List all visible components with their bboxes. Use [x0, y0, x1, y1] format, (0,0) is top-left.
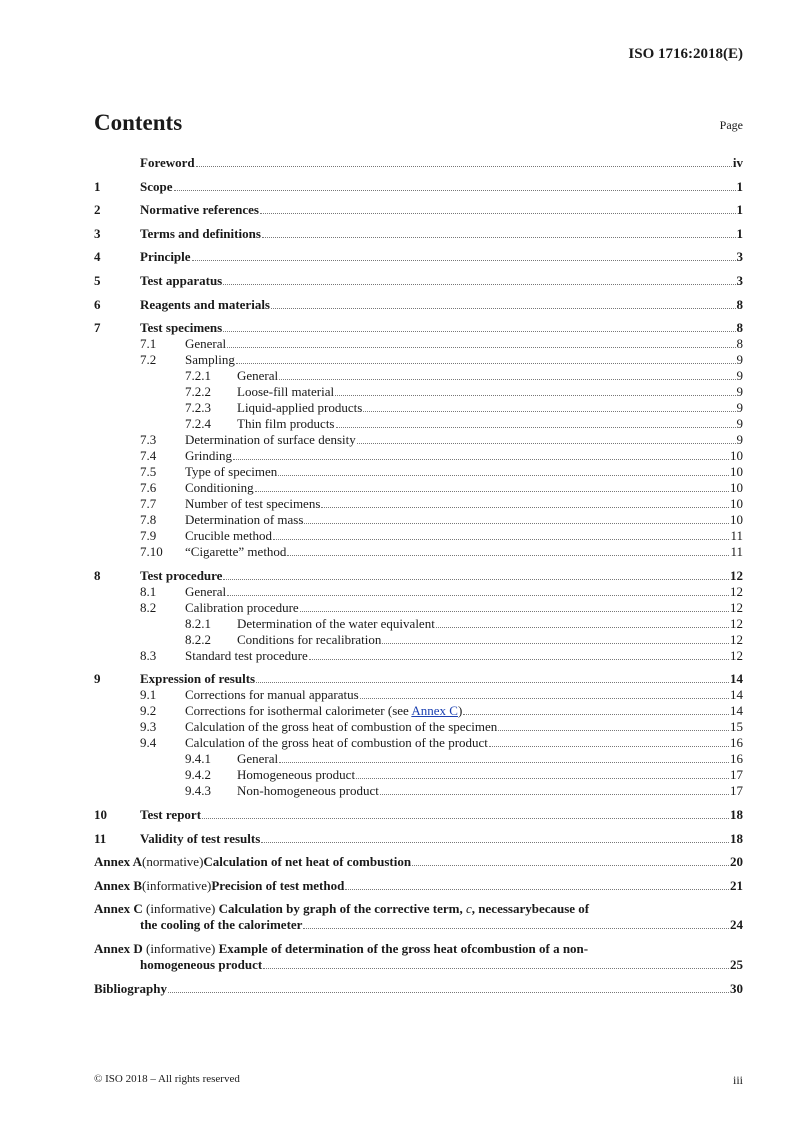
section-title-text: Grinding [185, 448, 232, 464]
toc-entry[interactable] [94, 671, 743, 687]
dot-leader [263, 968, 729, 969]
section-title [237, 767, 355, 783]
dot-leader [287, 555, 729, 556]
dot-leader [304, 523, 729, 524]
section-title [185, 648, 308, 664]
section-number: 7.2.3 [185, 400, 211, 416]
dot-leader [168, 992, 729, 993]
annex-line [94, 854, 743, 870]
annex-type: (informative) [146, 901, 216, 917]
section-title [237, 384, 334, 400]
dot-leader [227, 595, 729, 596]
section-title [140, 273, 222, 289]
section-number: 7.1 [140, 336, 157, 352]
toc-entry[interactable] [94, 616, 743, 632]
section-title [140, 807, 201, 823]
dot-leader [223, 579, 729, 580]
toc-entry[interactable] [94, 416, 743, 432]
page-ref: 15 [730, 719, 743, 735]
section-number: 7.2.1 [185, 368, 211, 384]
section-title [237, 751, 278, 767]
toc-entry[interactable] [94, 155, 743, 171]
section-title [237, 632, 381, 648]
toc-entry[interactable] [94, 336, 743, 352]
toc-entry[interactable] [94, 400, 743, 416]
section-title [185, 528, 272, 544]
toc-entry[interactable] [94, 368, 743, 384]
toc-entry[interactable] [94, 320, 743, 336]
annex-label: Annex B [94, 877, 143, 893]
page-ref: 14 [730, 687, 743, 703]
section-title-text: Reagents and materials [140, 296, 270, 312]
toc-entry[interactable] [94, 568, 743, 584]
section-title [185, 448, 232, 464]
section-number: 7.2.2 [185, 384, 211, 400]
page-ref: 10 [730, 496, 743, 512]
toc-entry[interactable] [94, 179, 743, 195]
dot-leader [345, 889, 729, 890]
annex-title: Calculation by graph of the corrective term, [218, 901, 467, 917]
section-title [237, 400, 362, 416]
section-title-text: Validity of test results [140, 830, 261, 846]
section-title [140, 249, 191, 265]
page-ref: 25 [730, 956, 743, 972]
section-number: 9.4 [140, 735, 157, 751]
section-number: 7 [94, 320, 101, 336]
section-title [140, 202, 259, 218]
section-number: 8.2.2 [185, 631, 211, 647]
page-ref: 30 [730, 980, 743, 996]
copyright: © ISO 2018 – All rights reserved [94, 1073, 240, 1085]
dot-leader [380, 794, 729, 795]
page-ref: 9 [736, 416, 743, 432]
dot-leader [463, 714, 729, 715]
section-title-text: Corrections for manual apparatus [185, 687, 359, 703]
annex-label: Annex C [94, 901, 143, 917]
dot-leader [321, 507, 729, 508]
annex-label: Annex A [94, 854, 143, 870]
section-title-text: Homogeneous product [237, 767, 356, 783]
toc-entry[interactable] [94, 703, 743, 719]
dot-leader [255, 491, 729, 492]
dot-leader [303, 928, 729, 929]
section-number: 2 [94, 202, 101, 218]
toc-entry[interactable] [94, 600, 743, 616]
section-title-text: Test report [140, 806, 202, 822]
section-title [140, 671, 255, 687]
section-number: 7.2.4 [185, 416, 211, 432]
annex-entry[interactable] [94, 941, 743, 973]
section-title [185, 703, 462, 719]
section-number: 7.10 [140, 544, 163, 560]
section-title-text: Principle [140, 249, 191, 265]
toc-entry[interactable] [94, 480, 743, 496]
section-title-text: Test specimens [140, 320, 223, 336]
section-number: 7.3 [140, 432, 157, 448]
section-title-text: Test apparatus [140, 272, 223, 288]
section-title [185, 687, 359, 703]
section-title-text: Calibration procedure [185, 599, 299, 615]
page-ref: 17 [730, 767, 743, 783]
dot-leader [233, 459, 729, 460]
section-title-text: Non-homogeneous product [237, 783, 379, 799]
dot-leader [309, 659, 729, 660]
dot-leader [256, 682, 729, 683]
dot-leader [382, 643, 729, 644]
section-title [140, 155, 195, 171]
section-title-text: Thin film products [237, 416, 335, 432]
toc-entry[interactable] [94, 297, 743, 313]
dot-leader [279, 379, 735, 380]
page-ref: 24 [730, 917, 743, 933]
toc-entry[interactable] [94, 384, 743, 400]
toc-entry[interactable] [94, 464, 743, 480]
toc-entry[interactable] [94, 783, 743, 799]
section-title-text: Conditions for recalibration [237, 631, 382, 647]
page-ref: 10 [730, 480, 743, 496]
section-title [237, 416, 335, 432]
page-ref: 3 [736, 272, 743, 288]
page-ref: 3 [736, 249, 743, 265]
section-number: 7.7 [140, 496, 157, 512]
dot-leader [357, 443, 736, 444]
dot-leader [363, 411, 735, 412]
section-number: 7.6 [140, 480, 157, 496]
annex-type: (informative) [146, 940, 216, 956]
section-title [185, 544, 286, 560]
page-ref: 20 [730, 854, 743, 870]
section-title-text: Sampling [185, 352, 235, 368]
section-title [185, 480, 254, 496]
section-number: 5 [94, 272, 101, 288]
page-column-label: Page [719, 118, 743, 132]
annex-entry[interactable] [94, 878, 743, 894]
section-number: 7.8 [140, 512, 157, 528]
toc-entry[interactable] [94, 544, 743, 560]
dot-leader [360, 698, 729, 699]
page-ref: 1 [736, 178, 743, 194]
toc-entry[interactable] [94, 528, 743, 544]
document-id: ISO 1716:2018(E) [628, 46, 743, 62]
toc-entry[interactable] [94, 202, 743, 218]
page-ref: 12 [730, 567, 743, 583]
section-number: 3 [94, 225, 101, 241]
annex-line-continued [94, 917, 743, 933]
section-title [140, 179, 173, 195]
annex-line [94, 901, 743, 917]
toc-entry[interactable] [94, 648, 743, 664]
page-ref: 12 [730, 599, 743, 615]
page-number: iii [732, 1073, 743, 1087]
section-number: 7.4 [140, 448, 157, 464]
section-title [237, 368, 278, 384]
section-number: 10 [94, 806, 107, 822]
page-ref: 1 [736, 202, 743, 218]
section-number: 7.2 [140, 352, 157, 368]
page-ref: 17 [730, 783, 743, 799]
page-ref: 1 [736, 225, 743, 241]
section-number: 9.1 [140, 687, 157, 703]
page-ref: 16 [730, 751, 743, 767]
annex-title: Example of determination of the gross heat ofcombustion of a non- [218, 940, 589, 956]
annex-title: Precision of test method [211, 877, 345, 893]
section-title-text: Conditioning [185, 480, 254, 496]
dot-leader [262, 237, 736, 238]
section-title-text: Corrections for isothermal calorimeter (see [185, 703, 412, 719]
section-title [185, 432, 356, 448]
toc-entry[interactable] [94, 719, 743, 735]
page-ref: 12 [730, 615, 743, 631]
dot-leader [261, 842, 729, 843]
page-ref: 8 [736, 296, 743, 312]
section-title-text: General [237, 751, 279, 767]
section-title [237, 616, 435, 632]
section-title-text: Liquid-applied products [237, 400, 363, 416]
dot-leader [336, 427, 736, 428]
annex-entry[interactable] [94, 854, 743, 870]
page-ref: 10 [730, 512, 743, 528]
toc-entry[interactable] [94, 249, 743, 265]
section-number: 4 [94, 249, 101, 265]
section-title-text: Scope [140, 178, 173, 194]
toc-entry[interactable] [94, 273, 743, 289]
page-ref: 9 [736, 432, 743, 448]
section-title-text: Terms and definitions [140, 225, 261, 241]
page-ref: 11 [730, 544, 743, 560]
dot-leader [192, 260, 736, 261]
annex-entry[interactable] [94, 901, 743, 933]
page-ref: 11 [730, 528, 743, 544]
section-title [140, 226, 261, 242]
annex-line [94, 878, 743, 894]
dot-leader [335, 395, 735, 396]
section-title [185, 600, 299, 616]
page-ref: 8 [736, 336, 743, 352]
section-title-text: “Cigarette” method [185, 544, 287, 560]
section-title-text: Standard test procedure [185, 647, 308, 663]
annex-c-link[interactable]: Annex C [411, 703, 458, 719]
section-title-text: General [185, 583, 227, 599]
section-title [237, 783, 379, 799]
dot-leader [223, 284, 735, 285]
section-title [185, 336, 226, 352]
section-number: 9.2 [140, 703, 157, 719]
page-ref: 12 [730, 583, 743, 599]
section-title-text: Loose-fill material [237, 384, 335, 400]
dot-leader [279, 762, 729, 763]
section-title [140, 320, 222, 336]
dot-leader [278, 475, 729, 476]
section-title [185, 719, 497, 735]
section-number: 9.4.1 [185, 751, 211, 767]
annex-line-continued [94, 957, 743, 973]
section-title [185, 584, 226, 600]
page-ref: 10 [730, 448, 743, 464]
section-number: 9.3 [140, 719, 157, 735]
annex-title: homogeneous product [140, 956, 263, 972]
section-title-text: Type of specimen [185, 464, 278, 480]
toc-entry[interactable] [94, 512, 743, 528]
toc-entry[interactable] [94, 767, 743, 783]
toc-entry[interactable] [94, 496, 743, 512]
section-title [185, 464, 277, 480]
toc-entry[interactable] [94, 352, 743, 368]
annex-label: Annex D [94, 940, 143, 956]
dot-leader [236, 363, 736, 364]
annex-line [94, 941, 743, 957]
section-number: 9 [94, 671, 101, 687]
section-title-text: Normative references [140, 202, 259, 218]
section-title [140, 297, 270, 313]
section-title [185, 735, 488, 751]
section-number: 8.1 [140, 583, 157, 599]
section-title-text: Calculation of the gross heat of combustion of the specimen [185, 719, 498, 735]
toc-entry[interactable] [94, 687, 743, 703]
section-title [185, 496, 320, 512]
section-number: 7.5 [140, 464, 157, 480]
page-ref: 8 [736, 320, 743, 336]
section-title-text: Calculation of the gross heat of combustion of the product [185, 735, 488, 751]
section-number: 1 [94, 178, 101, 194]
section-title-text: Determination of mass [185, 512, 304, 528]
section-number: 8.2 [140, 599, 157, 615]
toc-entry[interactable] [94, 632, 743, 648]
toc-entry[interactable] [94, 735, 743, 751]
dot-leader [202, 818, 729, 819]
section-number: 9.4.2 [185, 767, 211, 783]
section-title [140, 831, 260, 847]
dot-leader [273, 539, 729, 540]
section-title [185, 512, 303, 528]
annex-title: , necessarybecause of [471, 901, 590, 917]
section-title-text: Expression of results [140, 671, 256, 687]
section-title-text: Number of test specimens [185, 496, 321, 512]
dot-leader [260, 213, 736, 214]
annex-title: Calculation of net heat of combustion [203, 854, 412, 870]
section-title-text: General [237, 368, 279, 384]
toc-entry[interactable] [94, 584, 743, 600]
page-ref: 18 [730, 830, 743, 846]
page-ref: 10 [730, 464, 743, 480]
dot-leader [227, 347, 735, 348]
section-number: 7.9 [140, 528, 157, 544]
page-ref: 14 [730, 671, 743, 687]
dot-leader [412, 865, 729, 866]
section-title-suffix: ) [457, 703, 463, 719]
section-number: 6 [94, 296, 101, 312]
toc-entry[interactable] [94, 831, 743, 847]
section-number: 11 [94, 830, 107, 846]
page-ref: 14 [730, 703, 743, 719]
toc-entry[interactable] [94, 432, 743, 448]
section-title-text: Test procedure [140, 567, 223, 583]
page-title: Contents [94, 110, 183, 135]
page-ref: 9 [736, 384, 743, 400]
section-title-text: Determination of the water equivalent [237, 615, 435, 631]
section-number: 8.3 [140, 647, 157, 663]
dot-leader [489, 746, 729, 747]
annex-type: (informative) [142, 877, 212, 893]
section-title: Bibliography [94, 980, 167, 996]
page-ref: 18 [730, 806, 743, 822]
section-title-text: Crucible method [185, 528, 273, 544]
section-number: 8 [94, 567, 101, 583]
section-title-text: General [185, 336, 227, 352]
section-title-text: Foreword [140, 155, 195, 170]
toc-entry[interactable] [94, 807, 743, 823]
dot-leader [196, 166, 732, 167]
section-number: 8.2.1 [185, 615, 211, 631]
annex-type: (normative) [142, 854, 204, 870]
section-title-text: Determination of surface density [185, 432, 356, 448]
page-ref: 21 [730, 877, 743, 893]
dot-leader [356, 778, 729, 779]
section-title [140, 568, 222, 584]
toc-entry-bibliography[interactable] [94, 981, 743, 997]
dot-leader [498, 730, 729, 731]
toc-entry[interactable] [94, 751, 743, 767]
annex-title: the cooling of the calorimeter [140, 917, 303, 933]
page-ref: 9 [736, 400, 743, 416]
dot-leader [300, 611, 729, 612]
page-ref: 9 [736, 368, 743, 384]
page-ref: 16 [730, 735, 743, 751]
table-of-contents [94, 155, 743, 997]
dot-leader [223, 331, 735, 332]
section-number: 9.4.3 [185, 783, 211, 799]
page-ref: 9 [736, 352, 743, 368]
dot-leader [174, 190, 736, 191]
annex-title-italic: c [466, 901, 472, 917]
section-title [185, 352, 235, 368]
page-ref: iv [732, 155, 743, 170]
dot-leader [436, 627, 729, 628]
toc-entry[interactable] [94, 226, 743, 242]
page-ref: 12 [730, 647, 743, 663]
toc-entry[interactable] [94, 448, 743, 464]
page-ref: 12 [730, 631, 743, 647]
dot-leader [271, 308, 736, 309]
